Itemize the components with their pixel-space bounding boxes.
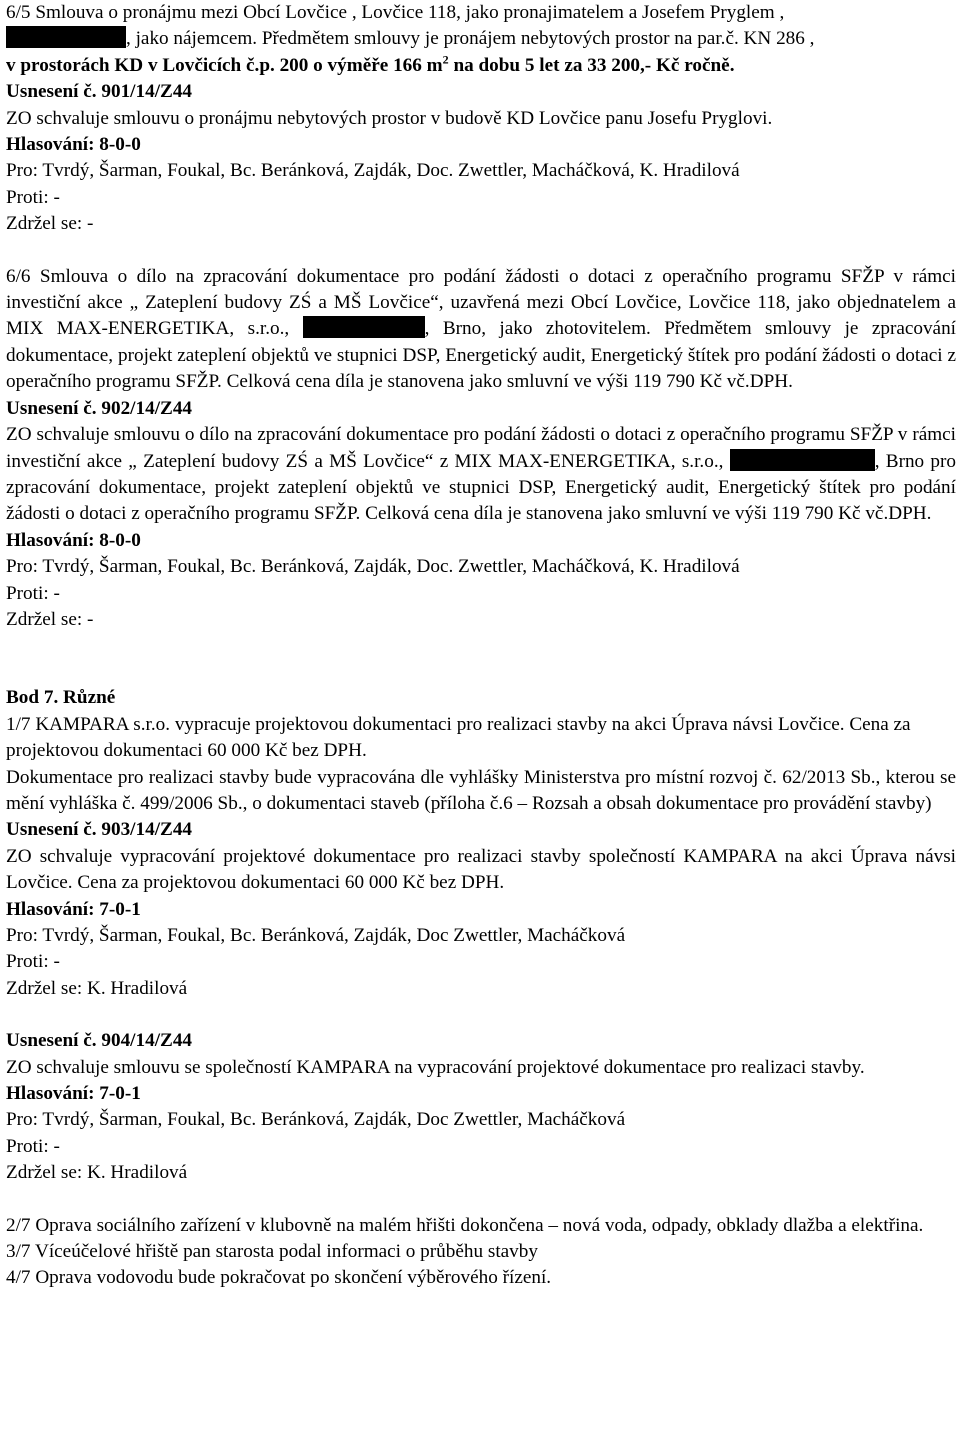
- section-bod-7: [6, 685, 956, 1292]
- voting-abstain: Zdržel se: K. Hradilová: [6, 1162, 188, 1184]
- section-6-5: [6, 0, 956, 238]
- voting-result: Hlasování: 7-0-1: [6, 1083, 141, 1105]
- voting-abstain: Zdržel se: -: [6, 213, 94, 235]
- voting-against: Proti: -: [6, 951, 60, 973]
- voting-result: Hlasování: 8-0-0: [6, 529, 141, 551]
- voting-for: Pro: Tvrdý, Šarman, Foukal, Bc. Beránková, Zajdák, Doc. Zwettler, Macháčková, K. Hradilová: [6, 556, 740, 578]
- paragraph-6-5-line1: 6/5 Smlouva o pronájmu mezi Obcí Lovčice , Lovčice 118, jako pronajimatelem a Josefem Pryglem ,: [6, 2, 785, 23]
- voting-abstain: Zdržel se: K. Hradilová: [6, 977, 188, 999]
- paragraph-6-5-line2: , jako nájemcem. Předmětem smlouvy je pronájem nebytových prostor na par.č. KN 286 ,: [6, 26, 956, 52]
- resolution-text: ZO schvaluje smlouvu o pronájmu nebytových prostor v budově KD Lovčice panu Josefu Pryglovi.: [6, 107, 773, 129]
- resolution-text: ZO schvaluje smlouvu o dílo na zpracování dokumentace pro podání žádosti o dotaci z operačního programu SFŽP v rámci investiční akce „ Zateplení budovy ZŚ a MŠ Lovčice“ z MIX MAX-ENERGETIKA, s.r.o., , Brno pro zpracování dokumentace, projekt zateplení objektů ve stupnici DSP, Energetický audit, Energetický štítek pro podání žádosti o dotaci z operačního programu SFŽP. Celková cena díla je stanovena jako smluvní ve výši 119 790 Kč vč.DPH.: [6, 424, 957, 525]
- resolution-number: Usnesení č. 903/14/Z44: [6, 819, 193, 841]
- paragraph-6-6: 6/6 Smlouva o dílo na zpracování dokumentace pro podání žádosti o dotaci z operačního programu SFŽP v rámci investiční akce „ Zateplení budovy ZŚ a MŠ Lovčice“, uzavřená mezi Obcí Lovčice, Lovčice 118, jako objednatelem a MIX MAX-ENERGETIKA, s.r.o., , Brno, jako zhotovitelem. Předmětem smlouvy je zpracování dokumentace, projekt zateplení objektů ve stupnici DSP, Energetický audit, Energetický štítek pro podání žádosti o dotaci z operačního programu SFŽP. Celková cena díla je stanovena jako smluvní ve výši 119 790 Kč vč.DPH.: [6, 265, 957, 393]
- redaction-block: [730, 449, 875, 471]
- voting-against: Proti: -: [6, 186, 60, 208]
- paragraph-2-7: 2/7 Oprava sociálního zařízení v klubovně na malém hřišti dokončena – nová voda, odpady, obklady dlažba a elektřina.: [6, 1214, 924, 1236]
- voting-abstain: Zdržel se: -: [6, 608, 94, 630]
- voting-for: Pro: Tvrdý, Šarman, Foukal, Bc. Beránková, Zajdák, Doc Zwettler, Macháčková: [6, 1109, 626, 1131]
- paragraph-6-5-line3: v prostorách KD v Lovčicích č.p. 200 o výměře 166 $m^2$ na dobu 5 let za 33 200,- Kč ročně.: [6, 52, 735, 76]
- voting-for: Pro: Tvrdý, Šarman, Foukal, Bc. Beránková, Zajdák, Doc Zwettler, Macháčková: [6, 925, 626, 946]
- voting-result: Hlasování: 8-0-0: [6, 134, 141, 156]
- redaction-block: [6, 26, 126, 48]
- resolution-number: Usnesení č. 904/14/Z44: [6, 1030, 193, 1052]
- voting-for: Pro: Tvrdý, Šarman, Foukal, Bc. Beránková, Zajdák, Doc. Zwettler, Macháčková, K. Hradilová: [6, 160, 740, 182]
- paragraph-documentation: Dokumentace pro realizaci stavby bude vypracována dle vyhlášky Ministerstva pro místní rozvoj č. 62/2013 Sb., kterou se mění vyhláška č. 499/2006 Sb., o dokumentaci staveb (příloha č.6 – Rozsah a obsah dokumentace pro provádění stavby): [6, 766, 956, 814]
- paragraph-3-7: 3/7 Víceúčelové hřiště pan starosta podal informaci o průběhu stavby: [6, 1241, 538, 1263]
- resolution-text: ZO schvaluje smlouvu se společností KAMPARA na vypracování projektové dokumentace pro realizaci stavby.: [6, 1056, 865, 1078]
- section-heading: Bod 7. Různé: [6, 687, 116, 709]
- resolution-number: Usnesení č. 902/14/Z44: [6, 397, 193, 419]
- voting-result: Hlasování: 7-0-1: [6, 898, 141, 920]
- paragraph-4-7: 4/7 Oprava vodovodu bude pokračovat po skončení výběrového řízení.: [6, 1267, 552, 1289]
- document-page: [6, 0, 956, 1292]
- voting-against: Proti: -: [6, 1135, 60, 1157]
- voting-against: Proti: -: [6, 582, 60, 604]
- section-6-6: [6, 264, 956, 634]
- redaction-block: [303, 316, 425, 338]
- resolution-number: Usnesení č. 901/14/Z44: [6, 81, 193, 103]
- resolution-text: ZO schvaluje vypracování projektové dokumentace pro realizaci stavby společností KAMPARA na akci Úprava návsi Lovčice. Cena za projektovou dokumentaci 60 000 Kč bez DPH.: [6, 845, 956, 894]
- paragraph-1-7: 1/7 KAMPARA s.r.o. vypracuje projektovou dokumentaci pro realizaci stavby na akci Úprava návsi Lovčice. Cena za projektovou dokumentaci 60 000 Kč bez DPH.: [6, 713, 911, 762]
